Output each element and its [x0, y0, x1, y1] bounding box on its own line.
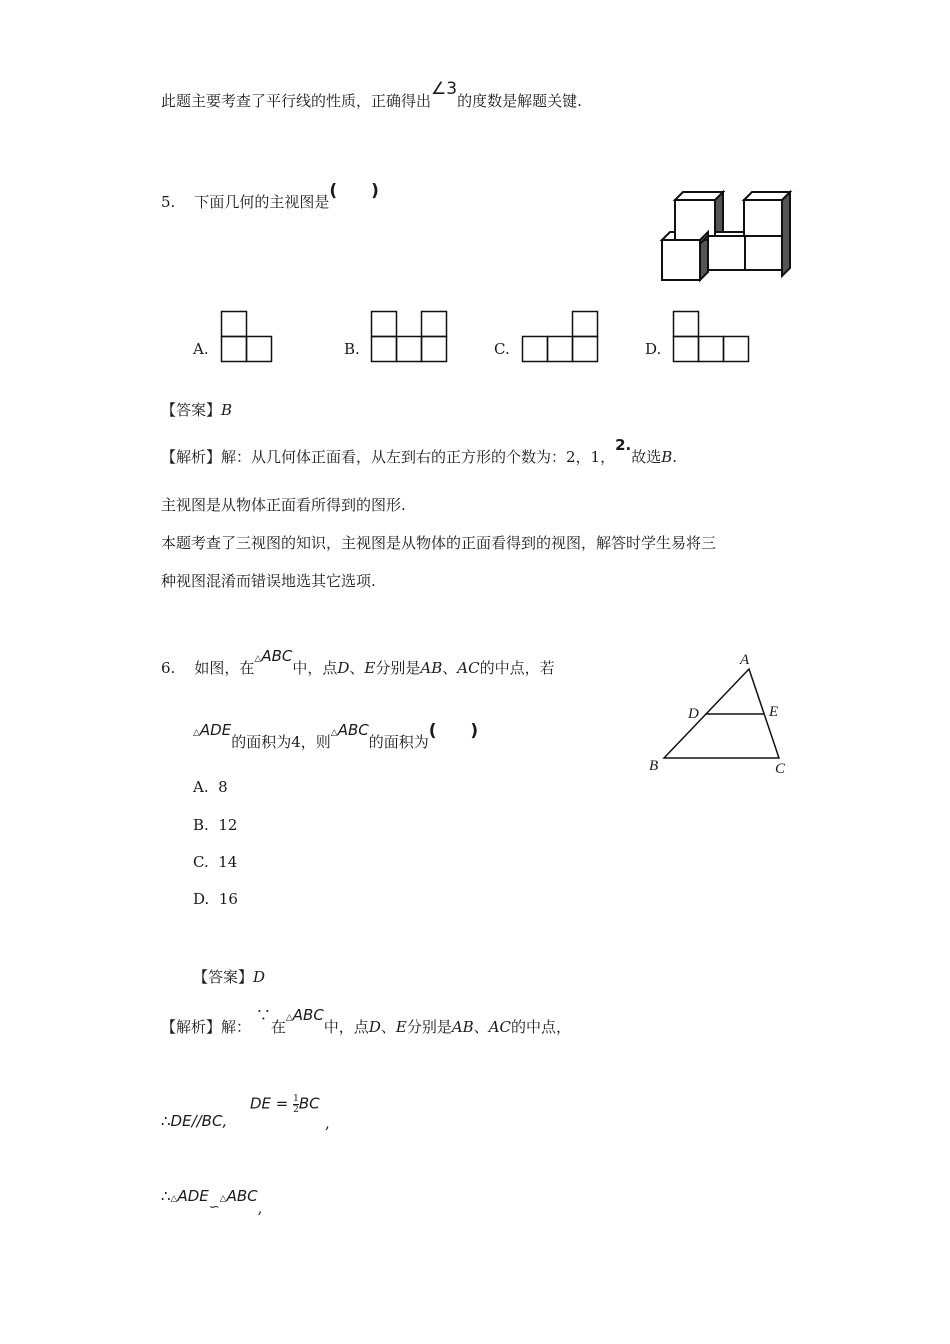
vertex-d-label: D	[688, 706, 699, 722]
q5-option-d-label[interactable]: D.	[645, 340, 662, 358]
q6-option-b[interactable]: B. 12	[193, 816, 238, 834]
q5-3d-figure	[660, 188, 795, 284]
q5-note-3: 种视图混淆而错误地选其它选项.	[161, 572, 376, 590]
conclusion-line: 此题主要考查了平行线的性质，正确得出∠3的度数是解题关键.	[161, 79, 582, 110]
q5-option-a-figure[interactable]	[221, 311, 273, 363]
q6-analysis-line2: ∴DE//BC,	[161, 1112, 228, 1130]
q5-analysis: 【解析】解：从几何体正面看，从左到右的正方形的个数为：2，1，2.故选B.	[161, 436, 678, 466]
q5-option-c-figure[interactable]	[522, 311, 600, 363]
q5-option-b-label[interactable]: B.	[344, 340, 360, 358]
vertex-c-label: C	[775, 761, 786, 777]
q6-option-d[interactable]: D. 16	[193, 890, 238, 908]
q6-stem-line1: 6. 如图，在△ABC中，点D、E分别是AB、AC的中点，若	[161, 647, 555, 677]
q6-answer: 【答案】D	[193, 968, 266, 986]
q5-answer: 【答案】B	[161, 401, 233, 419]
q6-option-c[interactable]: C. 14	[193, 853, 238, 871]
q5-option-d-figure[interactable]	[673, 311, 751, 363]
q5-note-1: 主视图是从物体正面看所得到的图形.	[161, 496, 406, 514]
q5-stem: 5. 下面几何的主视图是( )	[161, 181, 393, 211]
vertex-b-label: B	[649, 758, 659, 774]
vertex-a-label: A	[740, 652, 750, 668]
q6-option-a[interactable]: A. 8	[193, 778, 228, 796]
vertex-e-label: E	[769, 704, 779, 720]
angle-3: ∠3	[431, 79, 458, 99]
q5-option-a-label[interactable]: A.	[193, 340, 209, 358]
q5-option-c-label[interactable]: C.	[494, 340, 510, 358]
q6-analysis-line1: 【解析】解： ∵在△ABC中，点D、E分别是AB、AC的中点，	[161, 1006, 572, 1036]
q6-comma-1: ,	[325, 1114, 330, 1132]
q5-option-b-figure[interactable]	[371, 311, 449, 363]
fraction-one-half: $\frac{1}{2}$	[293, 1094, 299, 1115]
q6-stem-line2: △ADE的面积为4，则△ABC的面积为( )	[193, 721, 493, 751]
similar-symbol: ∽	[208, 1200, 220, 1215]
q6-analysis-line3: ∴△ADE∽△ABC,	[161, 1187, 263, 1217]
q6-triangle-figure	[648, 652, 793, 777]
q5-note-2: 本题考查了三视图的知识，主视图是从物体的正面看得到的视图，解答时学生易将三	[161, 534, 717, 552]
q6-de-half-bc: DE = $\frac{1}{2}$ BC	[250, 1094, 320, 1115]
